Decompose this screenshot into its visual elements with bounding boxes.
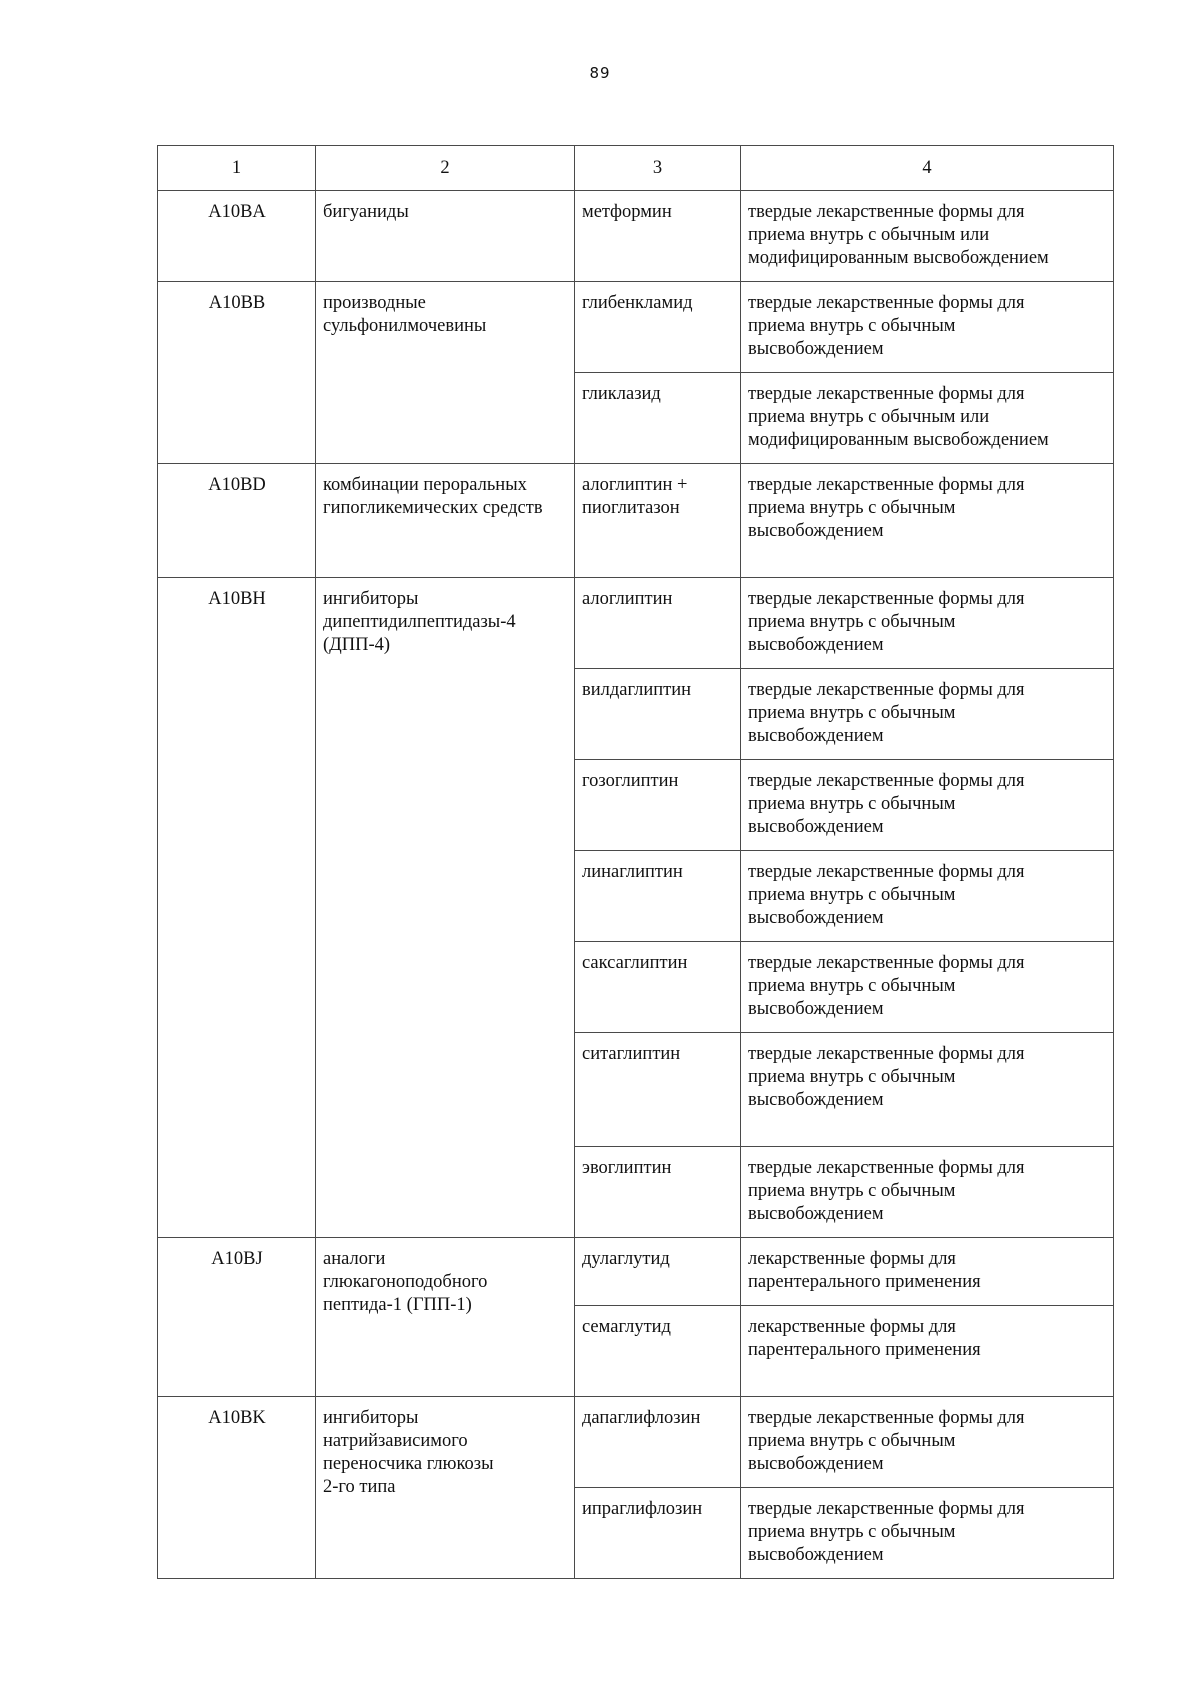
dosage-form-cell: твердые лекарственные формы для приема внутрь с обычным высвобождением — [741, 1033, 1114, 1147]
substance-cell: дапаглифлозин — [575, 1397, 741, 1488]
dosage-form-cell: твердые лекарственные формы для приема внутрь с обычным высвобождением — [741, 669, 1114, 760]
dosage-form-cell: твердые лекарственные формы для приема внутрь с обычным высвобождением — [741, 942, 1114, 1033]
table-row — [158, 1397, 1114, 1488]
dosage-form-cell: твердые лекарственные формы для приема внутрь с обычным высвобождением — [741, 1147, 1114, 1238]
substance-cell: гозоглиптин — [575, 760, 741, 851]
substance-cell: глибенкламид — [575, 282, 741, 373]
column-header: 1 — [158, 146, 316, 191]
dosage-form-cell: лекарственные формы для парентерального применения — [741, 1306, 1114, 1397]
dosage-form-cell: твердые лекарственные формы для приема внутрь с обычным высвобождением — [741, 851, 1114, 942]
column-header: 4 — [741, 146, 1114, 191]
group-cell: производные сульфонилмочевины — [316, 282, 575, 464]
atc-code-cell: A10BD — [158, 464, 316, 578]
table-row — [158, 1238, 1114, 1306]
dosage-form-cell: твердые лекарственные формы для приема внутрь с обычным высвобождением — [741, 1397, 1114, 1488]
substance-cell: семаглутид — [575, 1306, 741, 1397]
dosage-form-cell: твердые лекарственные формы для приема внутрь с обычным или модифицированным высвобождением — [741, 191, 1114, 282]
table-row — [158, 578, 1114, 669]
substance-cell: эвоглиптин — [575, 1147, 741, 1238]
group-cell: комбинации пероральных гипогликемических средств — [316, 464, 575, 578]
dosage-form-cell: твердые лекарственные формы для приема внутрь с обычным высвобождением — [741, 464, 1114, 578]
table-row — [158, 282, 1114, 373]
atc-code-cell: A10BK — [158, 1397, 316, 1579]
column-header: 2 — [316, 146, 575, 191]
column-header: 3 — [575, 146, 741, 191]
substance-cell: вилдаглиптин — [575, 669, 741, 760]
group-cell: бигуаниды — [316, 191, 575, 282]
substance-cell: алоглиптин — [575, 578, 741, 669]
table-row — [158, 191, 1114, 282]
drug-classification-table — [157, 145, 1114, 1579]
dosage-form-cell: твердые лекарственные формы для приема внутрь с обычным высвобождением — [741, 282, 1114, 373]
dosage-form-cell: лекарственные формы для парентерального применения — [741, 1238, 1114, 1306]
substance-cell: саксаглиптин — [575, 942, 741, 1033]
atc-code-cell: A10BB — [158, 282, 316, 464]
dosage-form-cell: твердые лекарственные формы для приема внутрь с обычным высвобождением — [741, 760, 1114, 851]
substance-cell: ипраглифлозин — [575, 1488, 741, 1579]
page-number: 89 — [589, 64, 611, 82]
dosage-form-cell: твердые лекарственные формы для приема внутрь с обычным или модифицированным высвобождением — [741, 373, 1114, 464]
dosage-form-cell: твердые лекарственные формы для приема внутрь с обычным высвобождением — [741, 1488, 1114, 1579]
substance-cell: дулаглутид — [575, 1238, 741, 1306]
substance-cell: алоглиптин + пиоглитазон — [575, 464, 741, 578]
substance-cell: метформин — [575, 191, 741, 282]
atc-code-cell: A10BH — [158, 578, 316, 1238]
table-header-row — [158, 146, 1114, 191]
table-row — [158, 464, 1114, 578]
atc-code-cell: A10BJ — [158, 1238, 316, 1397]
substance-cell: линаглиптин — [575, 851, 741, 942]
substance-cell: гликлазид — [575, 373, 741, 464]
dosage-form-cell: твердые лекарственные формы для приема внутрь с обычным высвобождением — [741, 578, 1114, 669]
group-cell: аналоги глюкагоноподобного пептида-1 (ГПП-1) — [316, 1238, 575, 1397]
substance-cell: ситаглиптин — [575, 1033, 741, 1147]
group-cell: ингибиторы дипептидилпептидазы-4 (ДПП-4) — [316, 578, 575, 1238]
atc-code-cell: A10BA — [158, 191, 316, 282]
group-cell: ингибиторы натрийзависимого переносчика глюкозы 2-го типа — [316, 1397, 575, 1579]
